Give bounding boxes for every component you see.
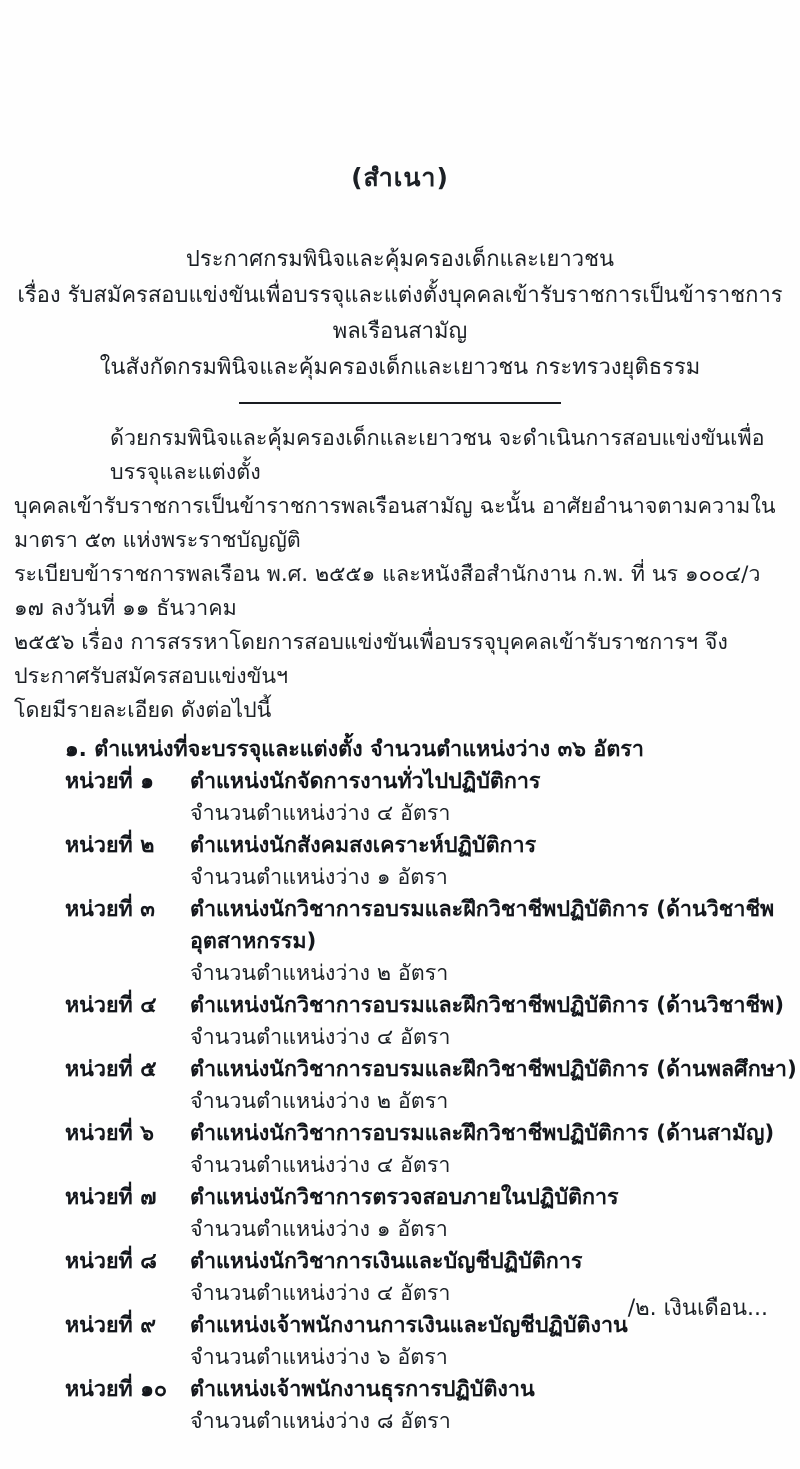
unit-vacancy: จำนวนตำแหน่งว่าง ๒ อัตรา bbox=[190, 961, 449, 986]
unit-label: หน่วยที่ ๑ bbox=[65, 769, 154, 794]
unit-position: ตำแหน่งนักวิชาการอบรมและฝึกวิชาชีพปฏิบัติการ (ด้านวิชาชีพ) bbox=[190, 993, 785, 1018]
unit-vacancy: จำนวนตำแหน่งว่าง ๔ อัตรา bbox=[190, 1153, 451, 1178]
unit-position: ตำแหน่งเจ้าพนักงานการเงินและบัญชีปฏิบัติงาน bbox=[190, 1313, 628, 1338]
unit-position: ตำแหน่งนักวิชาการอบรมและฝึกวิชาชีพปฏิบัติการ (ด้านวิชาชีพอุตสาหกรรม) bbox=[190, 897, 775, 954]
unit-label: หน่วยที่ ๑๐ bbox=[65, 1377, 167, 1402]
unit-label: หน่วยที่ ๓ bbox=[65, 897, 155, 922]
unit-label: หน่วยที่ ๕ bbox=[65, 1057, 157, 1082]
intro-line: โดยมีรายละเอียด ดังต่อไปนี้ bbox=[14, 698, 272, 723]
unit-vacancy: จำนวนตำแหน่งว่าง ๔ อัตรา bbox=[190, 1025, 451, 1050]
header-department: ในสังกัดกรมพินิจและคุ้มครองเด็กและเยาวชน กระทรวงยุติธรรม bbox=[99, 355, 701, 380]
intro-line: ด้วยกรมพินิจและคุ้มครองเด็กและเยาวชน จะดำเนินการสอบแข่งขันเพื่อบรรจุและแต่งตั้ง bbox=[110, 426, 765, 485]
unit-row bbox=[0, 894, 800, 958]
unit-position: ตำแหน่งนักจัดการงานทั่วไปปฏิบัติการ bbox=[190, 769, 541, 794]
unit-row bbox=[0, 1054, 800, 1086]
unit-position: ตำแหน่งเจ้าพนักงานธุรการปฏิบัติงาน bbox=[190, 1377, 535, 1402]
unit-list bbox=[0, 766, 800, 1438]
unit-row bbox=[0, 830, 800, 862]
unit-label: หน่วยที่ ๙ bbox=[65, 1313, 156, 1338]
unit-vacancy: จำนวนตำแหน่งว่าง ๒ อัตรา bbox=[190, 1089, 449, 1114]
unit-row bbox=[0, 990, 800, 1022]
intro-paragraph bbox=[0, 422, 800, 728]
unit-label: หน่วยที่ ๘ bbox=[65, 1249, 157, 1274]
header-divider bbox=[239, 402, 561, 404]
intro-line: ระเบียบข้าราชการพลเรือน พ.ศ. ๒๕๕๑ และหนังสือสำนักงาน ก.พ. ที่ นร ๑๐๐๔/ว ๑๗ ลงวันที่ ๑๑ ธันวาคม bbox=[14, 562, 761, 621]
section-1-heading: ๑. ตำแหน่งที่จะบรรจุและแต่งตั้ง จำนวนตำแหน่งว่าง ๓๖ อัตรา bbox=[65, 737, 644, 762]
unit-label: หน่วยที่ ๖ bbox=[65, 1121, 154, 1146]
unit-label: หน่วยที่ ๔ bbox=[65, 993, 157, 1018]
unit-row bbox=[0, 1182, 800, 1214]
unit-vacancy: จำนวนตำแหน่งว่าง ๑ อัตรา bbox=[190, 865, 448, 890]
unit-vacancy: จำนวนตำแหน่งว่าง ๔ อัตรา bbox=[190, 801, 451, 826]
document-header bbox=[0, 242, 800, 386]
unit-position: ตำแหน่งนักวิชาการตรวจสอบภายในปฏิบัติการ bbox=[190, 1185, 619, 1210]
unit-position: ตำแหน่งนักวิชาการเงินและบัญชีปฏิบัติการ bbox=[190, 1249, 583, 1274]
unit-position: ตำแหน่งนักสังคมสงเคราะห์ปฏิบัติการ bbox=[190, 833, 537, 858]
unit-row bbox=[0, 766, 800, 798]
unit-row bbox=[0, 1246, 800, 1278]
unit-vacancy: จำนวนตำแหน่งว่าง ๘ อัตรา bbox=[190, 1409, 451, 1434]
copy-label: (สำเนา) bbox=[351, 163, 449, 192]
unit-label: หน่วยที่ ๒ bbox=[65, 833, 155, 858]
intro-line: ๒๕๕๖ เรื่อง การสรรหาโดยการสอบแข่งขันเพื่อบรรจุบุคคลเข้ารับราชการฯ จึงประกาศรับสมัครสอบแข่งขันฯ bbox=[14, 630, 728, 689]
unit-position: ตำแหน่งนักวิชาการอบรมและฝึกวิชาชีพปฏิบัติการ (ด้านพลศึกษา) bbox=[190, 1057, 797, 1082]
intro-line: บุคคลเข้ารับราชการเป็นข้าราชการพลเรือนสามัญ ฉะนั้น อาศัยอำนาจตามความในมาตรา ๕๓ แห่งพระราชบัญญัติ bbox=[14, 494, 776, 553]
header-title: ประกาศกรมพินิจและคุ้มครองเด็กและเยาวชน bbox=[185, 247, 615, 272]
unit-row bbox=[0, 1374, 800, 1406]
header-subject: เรื่อง รับสมัครสอบแข่งขันเพื่อบรรจุและแต่งตั้งบุคคลเข้ารับราชการเป็นข้าราชการพลเรือนสามัญ bbox=[17, 283, 783, 344]
unit-vacancy: จำนวนตำแหน่งว่าง ๑ อัตรา bbox=[190, 1217, 448, 1242]
next-page-reference: /๒. เงินเดือน... bbox=[627, 1296, 768, 1321]
unit-vacancy: จำนวนตำแหน่งว่าง ๔ อัตรา bbox=[190, 1281, 451, 1306]
unit-label: หน่วยที่ ๗ bbox=[65, 1185, 157, 1210]
unit-position: ตำแหน่งนักวิชาการอบรมและฝึกวิชาชีพปฏิบัติการ (ด้านสามัญ) bbox=[190, 1121, 775, 1146]
unit-row bbox=[0, 1118, 800, 1150]
unit-vacancy: จำนวนตำแหน่งว่าง ๖ อัตรา bbox=[190, 1345, 448, 1370]
